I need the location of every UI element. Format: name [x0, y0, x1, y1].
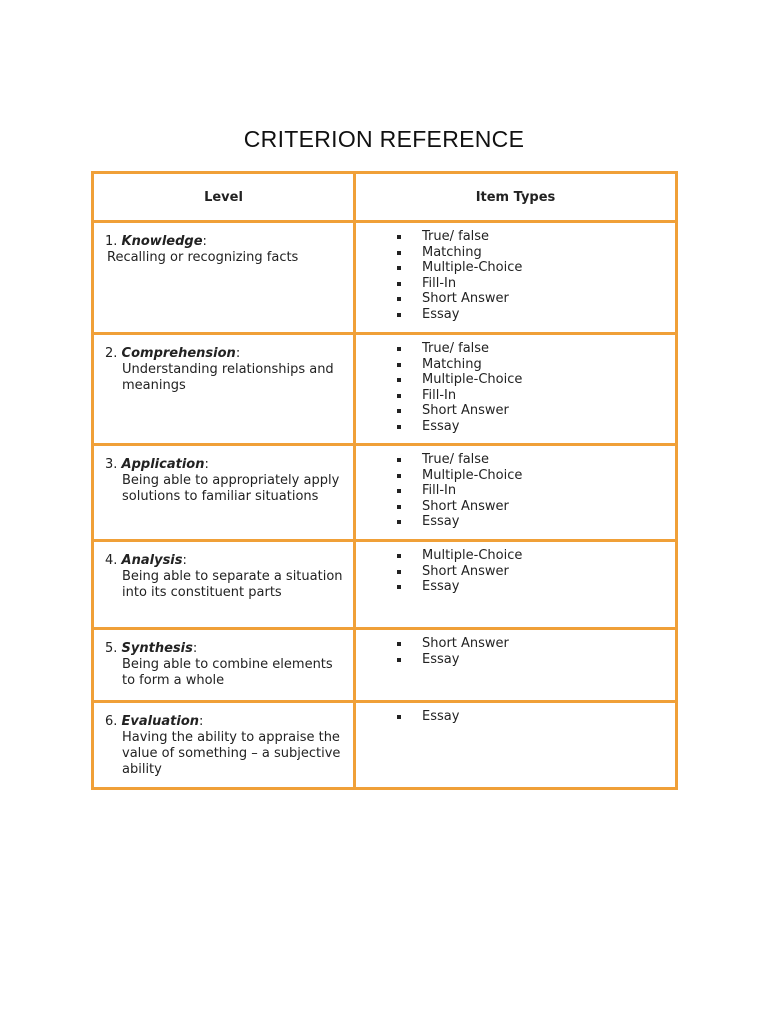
- item-types-list: [394, 636, 671, 667]
- item-types-column-header: Item Types: [355, 173, 677, 222]
- level-cell: 4. Analysis: Being able to separate a situation into its constituent parts: [93, 541, 355, 629]
- criterion-table: [91, 171, 678, 790]
- level-number: 2.: [105, 346, 118, 361]
- list-item: Fill-In: [394, 276, 671, 292]
- level-name: Evaluation: [121, 714, 200, 729]
- list-item: Matching: [394, 245, 671, 261]
- item-types-list: [394, 341, 671, 435]
- list-item: Matching: [394, 357, 671, 373]
- list-item: Essay: [394, 514, 671, 530]
- list-item: True/ false: [394, 452, 671, 468]
- level-description: Having the ability to appraise the value of something – a subjective ability: [122, 730, 341, 777]
- list-item: Essay: [394, 579, 671, 595]
- list-item: Multiple-Choice: [394, 260, 671, 276]
- item-types-list: [394, 452, 671, 530]
- level-description: Understanding relationships and meanings: [122, 362, 334, 393]
- table-row: [93, 629, 677, 702]
- level-cell: 2. Comprehension: Understanding relationships and meanings: [93, 334, 355, 445]
- item-types-cell: [355, 222, 677, 334]
- level-cell: 1. Knowledge: Recalling or recognizing facts: [93, 222, 355, 334]
- level-cell: 5. Synthesis: Being able to combine elements to form a whole: [93, 629, 355, 702]
- item-types-list: [394, 548, 671, 595]
- table-row: [93, 334, 677, 445]
- table-row: [93, 222, 677, 334]
- list-item: Short Answer: [394, 564, 671, 580]
- list-item: Essay: [394, 709, 671, 725]
- item-types-cell: [355, 702, 677, 789]
- item-types-list: [394, 229, 671, 323]
- item-types-list: [394, 709, 671, 725]
- level-cell: 6. Evaluation: Having the ability to appraise the value of something – a subjective ability: [93, 702, 355, 789]
- level-description: Being able to appropriately apply solutions to familiar situations: [122, 473, 340, 504]
- level-name: Synthesis: [121, 641, 193, 656]
- level-description: Being able to combine elements to form a whole: [122, 657, 333, 688]
- level-number: 5.: [105, 641, 118, 656]
- level-name: Analysis: [121, 553, 183, 568]
- list-item: Essay: [394, 652, 671, 668]
- item-types-cell: [355, 541, 677, 629]
- list-item: Multiple-Choice: [394, 468, 671, 484]
- level-description: Recalling or recognizing facts: [107, 250, 299, 265]
- table-row: [93, 445, 677, 541]
- list-item: Fill-In: [394, 483, 671, 499]
- list-item: Essay: [394, 307, 671, 323]
- table-header-row: [93, 173, 677, 222]
- item-types-cell: [355, 629, 677, 702]
- page-title: CRITERION REFERENCE: [243, 126, 525, 152]
- level-column-header: Level: [93, 173, 355, 222]
- list-item: True/ false: [394, 341, 671, 357]
- level-cell: 3. Application: Being able to appropriately apply solutions to familiar situations: [93, 445, 355, 541]
- level-description: Being able to separate a situation into its constituent parts: [122, 569, 343, 600]
- level-number: 3.: [105, 457, 118, 472]
- list-item: Multiple-Choice: [394, 548, 671, 564]
- list-item: True/ false: [394, 229, 671, 245]
- item-types-cell: [355, 445, 677, 541]
- level-name: Knowledge: [121, 234, 203, 249]
- item-types-cell: [355, 334, 677, 445]
- level-number: 6.: [105, 714, 118, 729]
- list-item: Short Answer: [394, 403, 671, 419]
- list-item: Fill-In: [394, 388, 671, 404]
- table-row: [93, 702, 677, 789]
- list-item: Short Answer: [394, 291, 671, 307]
- list-item: Short Answer: [394, 499, 671, 515]
- level-name: Application: [121, 457, 205, 472]
- level-number: 4.: [105, 553, 118, 568]
- table-row: [93, 541, 677, 629]
- list-item: Short Answer: [394, 636, 671, 652]
- list-item: Essay: [394, 419, 671, 435]
- level-name: Comprehension: [121, 346, 236, 361]
- list-item: Multiple-Choice: [394, 372, 671, 388]
- level-number: 1.: [105, 234, 118, 249]
